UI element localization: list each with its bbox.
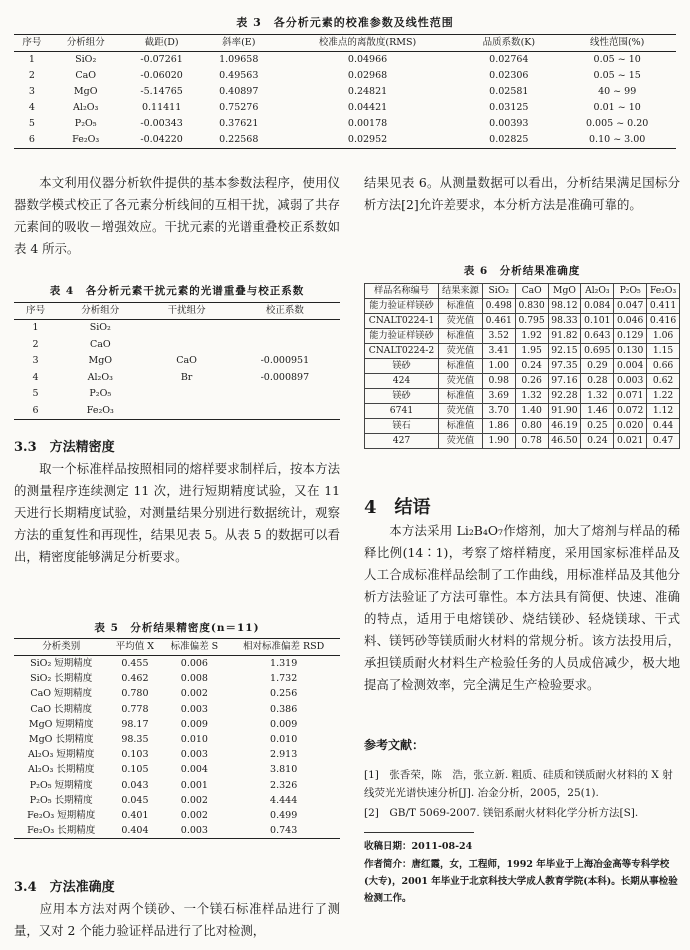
- table6-cell: 镁石: [365, 419, 439, 434]
- table6-cell: 0.24: [515, 359, 548, 374]
- table4-cell: -0.000951: [260, 355, 310, 366]
- table3-header-cell: 分析组分: [50, 35, 122, 52]
- table3-title: 表 3 各分析元素的校准参数及线性范围: [236, 16, 454, 29]
- table3-cell: 0.37621: [219, 118, 259, 129]
- table4-row: [14, 320, 340, 337]
- table3-cell: 0.02581: [489, 86, 529, 97]
- table5-cell: 0.002: [180, 794, 208, 806]
- received-date: 收稿日期：2011-08-24: [364, 841, 473, 852]
- table5-cell: 0.001: [180, 779, 208, 791]
- left-paragraph-1-text: 本文利用仪器分析软件提供的基本参数法程序，使用仪器数学模式校正了各元素分析线间的互相干扰，减弱了共存元素间的吸收－增强效应。干扰元素的光谱重叠校正系数如表 4 所示。: [14, 175, 340, 256]
- table3-cell: 0.00178: [347, 118, 388, 129]
- table3-cell: 0.01 ~ 10: [593, 102, 641, 113]
- table5-cell: 0.003: [180, 749, 208, 761]
- table6-row: [365, 374, 680, 389]
- table3-cell: -0.06020: [140, 70, 183, 81]
- table3-row: [14, 52, 676, 69]
- table5-row: [14, 656, 340, 672]
- section-3-3-heading: 3.3 方法精密度: [14, 440, 115, 455]
- table5-header-cell: 标准偏差 S: [161, 639, 227, 656]
- table6-row: [365, 389, 680, 404]
- table4-title: 表 4 各分析元素干扰元素的光谱重叠与校正系数: [49, 285, 305, 297]
- table5-cell: MgO 短期精度: [28, 718, 94, 730]
- table3-cell: 0.04966: [347, 54, 388, 65]
- table5-row: [14, 671, 340, 686]
- table6-cell: 标准值: [439, 419, 483, 434]
- table5-cell: 2.913: [270, 749, 298, 761]
- table3-cell: 0.03125: [489, 102, 529, 113]
- table6-cell: 0.80: [515, 419, 548, 434]
- table5-cell: 0.778: [121, 703, 149, 715]
- table3-cell: 2: [28, 70, 35, 81]
- table5-cell: Al₂O₃ 短期精度: [28, 749, 95, 761]
- table6-cell: 0.101: [581, 314, 614, 329]
- section-4-heading: 4 结语: [364, 497, 431, 518]
- table5-cell: 0.003: [180, 825, 208, 837]
- table5-cell: Fe₂O₃ 长期精度: [27, 825, 96, 837]
- section-3-4-body: 应用本方法对两个镁砂、一个镁石标准样品进行了测量，又对 2 个能力验证样品进行了比对检测，: [14, 901, 340, 938]
- table5-cell: 0.743: [270, 825, 298, 837]
- table6-cell: 0.003: [614, 374, 647, 389]
- table6-cell: 0.084: [581, 299, 614, 314]
- table6-cell: 1.86: [482, 419, 515, 434]
- table6-cell: 荧光值: [439, 374, 483, 389]
- table6-cell: 0.071: [614, 389, 647, 404]
- table5-cell: 98.35: [121, 734, 149, 746]
- table3-cell: -0.07261: [140, 54, 183, 65]
- table6-cell: 0.24: [581, 434, 614, 449]
- table5-cell: 0.103: [121, 749, 149, 761]
- right-paragraph-1: 结果见表 6。从测量数据可以看出，分析结果满足国标分析方法[2]允许差要求，本分析方法是准确可靠的。: [364, 175, 680, 212]
- table6-cell: 6741: [365, 404, 439, 419]
- table5-cell: 0.004: [180, 764, 208, 776]
- table6-cell: 3.52: [482, 329, 515, 344]
- section-3-3-body: 取一个标准样品按照相同的熔样要求制样后，按本方法的测量程序连续测定 11 次，进行短期精度试验，又在 11 天进行长期精度试验，对测量结果分别进行数据统计，观察方法的重复性和再现性，结果见表 5。从表 5 的数据可以看出，精密度能够满足分析要求。: [14, 461, 340, 564]
- table5-cell: 0.386: [270, 703, 298, 715]
- table6-cell: 1.12: [647, 404, 680, 419]
- table3-cell: 0.04421: [347, 102, 388, 113]
- table6-cell: 1.92: [515, 329, 548, 344]
- table4-cell: 1: [32, 322, 39, 333]
- table6-cell: 荧光值: [439, 344, 483, 359]
- table4-cell: 6: [32, 404, 39, 416]
- table3: [14, 34, 676, 149]
- table5-cell: 0.256: [270, 688, 298, 700]
- table6-cell: 0.695: [581, 344, 614, 359]
- table5-cell: CaO 短期精度: [30, 688, 93, 700]
- table3-row: [14, 132, 676, 149]
- table4-cell: P₂O₅: [89, 388, 112, 399]
- table3-cell: CaO: [75, 70, 97, 81]
- table3-cell: 0.05 ~ 15: [593, 70, 641, 81]
- table6-cell: 46.50: [548, 434, 581, 449]
- table6-row: [365, 344, 680, 359]
- table6-cell: 46.19: [548, 419, 581, 434]
- table6-row: [365, 419, 680, 434]
- table5-cell: Al₂O₃ 长期精度: [28, 764, 95, 776]
- table6-cell: 97.16: [548, 374, 581, 389]
- table6-row: [365, 359, 680, 374]
- table6-cell: 1.90: [482, 434, 515, 449]
- reference-2: [2] GB/T 5069-2007. 镁铝系耐火材料化学分析方法[S].: [364, 807, 639, 819]
- table3-cell: 1.09658: [219, 54, 259, 65]
- table4-cell: 5: [32, 388, 39, 399]
- table3-header-cell: 序号: [14, 35, 50, 52]
- table4-cell: [143, 320, 229, 337]
- table5-cell: 0.499: [270, 810, 298, 822]
- table6-cell: 0.072: [614, 404, 647, 419]
- table6-row: [365, 434, 680, 449]
- table3-cell: 6: [28, 134, 35, 145]
- table3-cell: -0.00343: [140, 118, 183, 129]
- table6-cell: 0.25: [581, 419, 614, 434]
- table5-cell: 0.002: [180, 688, 208, 700]
- table6-cell: 0.498: [482, 299, 515, 314]
- table3-cell: SiO₂: [75, 54, 97, 65]
- references-heading: 参考文献：: [364, 738, 425, 752]
- table4-row: [14, 337, 340, 354]
- table5-cell: 0.404: [121, 825, 149, 837]
- table5-cell: 1.732: [270, 673, 298, 685]
- table6-cell: 能力验证样镁砂: [365, 329, 439, 344]
- table6-cell: 标准值: [439, 329, 483, 344]
- table6-cell: 0.046: [614, 314, 647, 329]
- table5-cell: 0.006: [180, 658, 208, 669]
- table3-header-cell: 品质系数(K): [459, 35, 558, 52]
- table4-cell: Al₂O₃: [87, 371, 113, 383]
- table6-header-cell: Al₂O₃: [581, 284, 614, 299]
- table6-cell: 荧光值: [439, 434, 483, 449]
- table3-cell: MgO: [73, 86, 98, 97]
- table3-cell: 0.05 ~ 10: [593, 54, 641, 65]
- table3-row: [14, 116, 676, 132]
- table5-cell: MgO 长期精度: [28, 734, 94, 746]
- table5-row: [14, 747, 340, 762]
- table6-cell: 91.82: [548, 329, 581, 344]
- table4-cell: [230, 386, 340, 403]
- table5-cell: 0.105: [121, 764, 149, 776]
- table3-cell: 0.005 ~ 0.20: [585, 118, 649, 129]
- table3-header-cell: 校准点的离散度(RMS): [276, 35, 460, 52]
- table3-cell: 0.24821: [347, 86, 388, 97]
- table5-cell: 4.444: [270, 794, 298, 806]
- table6-cell: 1.00: [482, 359, 515, 374]
- table6-cell: 1.46: [581, 404, 614, 419]
- table6-cell: CNALT0224-1: [365, 314, 439, 329]
- table3-cell: 0.22568: [219, 134, 259, 145]
- table5-cell: 3.810: [270, 764, 298, 776]
- table5-cell: 2.326: [270, 779, 298, 791]
- table6-cell: 0.461: [482, 314, 515, 329]
- table3-cell: Fe₂O₃: [72, 134, 100, 145]
- table3-cell: 0.02764: [489, 54, 529, 65]
- author-bio: 作者简介：唐红霞，女，工程师，1992 年毕业于上海冶金高等专科学校(大专)，2001 年毕业于北京科技大学成人教育学院(本科)。长期从事检验检测工作。: [364, 859, 678, 904]
- table3-cell: 0.40897: [219, 86, 259, 97]
- section-3-4-text: [14, 898, 340, 942]
- table3-cell: 5: [28, 118, 35, 129]
- table3-cell: 0.02306: [489, 70, 529, 81]
- table6-cell: 0.130: [614, 344, 647, 359]
- table6-row: [365, 314, 680, 329]
- table4-cell: [143, 386, 229, 403]
- table6-cell: 1.06: [647, 329, 680, 344]
- table6-cell: 98.33: [548, 314, 581, 329]
- table5-cell: 98.17: [121, 718, 149, 730]
- table5-cell: 0.401: [121, 810, 149, 822]
- table3-cell: Al₂O₃: [73, 102, 99, 113]
- table4-header-cell: 分析组分: [57, 303, 143, 320]
- table3-cell: 0.10 ~ 3.00: [589, 134, 646, 145]
- table6-cell: 0.29: [581, 359, 614, 374]
- table5-cell: 0.009: [270, 718, 298, 730]
- table6-cell: 1.95: [515, 344, 548, 359]
- table3-cell: 3: [28, 86, 35, 97]
- table6-cell: 0.004: [614, 359, 647, 374]
- table6-cell: 1.15: [647, 344, 680, 359]
- table4-cell: 4: [32, 371, 39, 383]
- section-3-4-heading: 3.4 方法准确度: [14, 880, 115, 895]
- table6-cell: 0.411: [647, 299, 680, 314]
- table5-cell: Fe₂O₃ 短期精度: [27, 810, 96, 822]
- table6-cell: 427: [365, 434, 439, 449]
- table5-row: [14, 778, 340, 793]
- table6-cell: 91.90: [548, 404, 581, 419]
- table5-row: [14, 702, 340, 717]
- table3-cell: 0.02952: [347, 134, 388, 145]
- table6-cell: 标准值: [439, 389, 483, 404]
- table4: [14, 302, 340, 420]
- table5-cell: 0.009: [180, 718, 208, 730]
- table5-cell: 0.002: [180, 810, 208, 822]
- table5-header-cell: 相对标准偏差 RSD: [227, 639, 340, 656]
- table6-cell: 荧光值: [439, 404, 483, 419]
- table6-cell: 标准值: [439, 299, 483, 314]
- table6-header-cell: SiO₂: [482, 284, 515, 299]
- table4-cell: Br: [180, 371, 193, 383]
- table5-cell: 1.319: [270, 658, 298, 669]
- table3-row: [14, 100, 676, 116]
- table5-cell: 0.780: [121, 688, 149, 700]
- table6-cell: 0.129: [614, 329, 647, 344]
- table3-cell: 0.49563: [219, 70, 259, 81]
- table3-cell: 40 ~ 99: [598, 86, 637, 97]
- table6: [364, 283, 680, 449]
- table5-cell: 0.008: [180, 673, 208, 685]
- table6-header-cell: 结果来源: [439, 284, 483, 299]
- table4-header-cell: 校正系数: [230, 303, 340, 320]
- footnote-rule: [364, 832, 474, 833]
- table6-cell: 3.41: [482, 344, 515, 359]
- table6-header-cell: MgO: [548, 284, 581, 299]
- table4-cell: MgO: [88, 355, 113, 366]
- table4-cell: CaO: [89, 338, 111, 350]
- table3-row: [14, 84, 676, 100]
- table5-cell: 0.462: [121, 673, 149, 685]
- table6-cell: 0.47: [647, 434, 680, 449]
- table6-cell: 0.66: [647, 359, 680, 374]
- table6-cell: 0.44: [647, 419, 680, 434]
- table6-cell: 荧光值: [439, 314, 483, 329]
- table5-row: [14, 732, 340, 747]
- table5-row: [14, 808, 340, 823]
- table3-cell: 0.11411: [141, 102, 182, 113]
- table6-cell: 0.020: [614, 419, 647, 434]
- table6-cell: 424: [365, 374, 439, 389]
- table4-cell: 3: [32, 355, 39, 366]
- table6-cell: 1.22: [647, 389, 680, 404]
- table4-row: [14, 386, 340, 403]
- table4-cell: CaO: [176, 355, 197, 366]
- table4-cell: [230, 320, 340, 337]
- table4-cell: 2: [32, 338, 39, 350]
- table5-cell: 0.010: [270, 734, 298, 746]
- reference-1: [1] 张香荣，陈 浩，张立新. 粗质、硅质和镁质耐火材料的 X 射线荧光光谱快速分析[J]. 冶金分析，2005，25(1).: [364, 769, 673, 799]
- table3-cell: -0.04220: [140, 134, 183, 145]
- table4-header-cell: 干扰组分: [143, 303, 229, 320]
- table6-cell: 标准值: [439, 359, 483, 374]
- table6-cell: 能力验证样镁砂: [365, 299, 439, 314]
- table3-cell: 1: [28, 54, 35, 65]
- table6-cell: 0.047: [614, 299, 647, 314]
- table3-cell: 0.02968: [347, 70, 388, 81]
- table6-row: [365, 404, 680, 419]
- table5-row: [14, 686, 340, 701]
- table5-row: [14, 762, 340, 777]
- table6-cell: 0.78: [515, 434, 548, 449]
- table6-cell: 0.643: [581, 329, 614, 344]
- table5-cell: SiO₂ 长期精度: [30, 673, 93, 685]
- table6-cell: 3.69: [482, 389, 515, 404]
- table5-row: [14, 793, 340, 808]
- table6-cell: 0.795: [515, 314, 548, 329]
- table5-cell: 0.010: [180, 734, 208, 746]
- table6-cell: 镁砂: [365, 389, 439, 404]
- table4-cell: [230, 337, 340, 354]
- table3-header-cell: 斜率(E): [202, 35, 276, 52]
- table6-header-cell: P₂O₅: [614, 284, 647, 299]
- table3-cell: 0.00393: [489, 118, 529, 129]
- table6-cell: 97.35: [548, 359, 581, 374]
- table6-cell: 1.40: [515, 404, 548, 419]
- table5-header-cell: 平均值 X: [108, 639, 161, 656]
- table6-cell: 0.830: [515, 299, 548, 314]
- table5-cell: 0.003: [180, 703, 208, 715]
- table4-row: [14, 353, 340, 370]
- table5-cell: P₂O₅ 长期精度: [29, 794, 93, 806]
- section-4-text: [364, 520, 680, 696]
- table4-row: [14, 370, 340, 387]
- table5-cell: CaO 长期精度: [30, 703, 93, 715]
- table6-cell: 92.15: [548, 344, 581, 359]
- table3-cell: -5.14765: [140, 86, 183, 97]
- left-paragraph-1: [14, 172, 340, 260]
- table6-cell: 1.32: [581, 389, 614, 404]
- table4-header-cell: 序号: [14, 303, 57, 320]
- table6-cell: 92.28: [548, 389, 581, 404]
- table4-cell: [143, 403, 229, 420]
- section-4-body: 本方法采用 Li₂B₄O₇作熔剂，加大了熔剂与样品的稀释比例(14∶1)，考察了熔样精度，采用国家标准样品及人工合成标准样品绘制了工作曲线，用标准样品及其他分析方法验证了方法可靠性。本方法具有简便、快速、准确的特点，适用于电熔镁砂、烧结镁砂、轻烧镁球、干式料、镁钙砂等镁质耐火材料的常规分析。该方法投用后，承担镁质耐火材料生产检验任务的人员成倍减少，极大地提高了检测效率，完全满足生产检验要求。: [364, 523, 680, 692]
- table6-cell: 3.70: [482, 404, 515, 419]
- table6-row: [365, 299, 680, 314]
- table4-row: [14, 403, 340, 420]
- table4-cell: Fe₂O₃: [86, 404, 114, 416]
- table3-header-cell: 截距(D): [122, 35, 202, 52]
- table5-row: [14, 823, 340, 839]
- table6-title: 表 6 分析结果准确度: [463, 265, 581, 277]
- table6-header-cell: 样品名称编号: [365, 284, 439, 299]
- section-3-3-text: [14, 458, 340, 568]
- table4-cell: [230, 403, 340, 420]
- table3-row: [14, 68, 676, 84]
- table6-cell: CNALT0224-2: [365, 344, 439, 359]
- table6-cell: 0.28: [581, 374, 614, 389]
- table5-cell: SiO₂ 短期精度: [30, 658, 93, 669]
- table6-cell: 98.12: [548, 299, 581, 314]
- table6-cell: 镁砂: [365, 359, 439, 374]
- table3-cell: 4: [28, 102, 35, 113]
- table5: [14, 638, 340, 839]
- table6-cell: 0.62: [647, 374, 680, 389]
- table4-cell: [143, 337, 229, 354]
- table6-cell: 0.98: [482, 374, 515, 389]
- table5-row: [14, 717, 340, 732]
- table6-cell: 0.021: [614, 434, 647, 449]
- table4-cell: -0.000897: [260, 371, 310, 383]
- table3-cell: P₂O₅: [74, 118, 97, 129]
- table6-header-cell: CaO: [515, 284, 548, 299]
- table3-cell: 0.75276: [219, 102, 259, 113]
- table6-row: [365, 329, 680, 344]
- table4-cell: SiO₂: [89, 322, 111, 333]
- table5-header-cell: 分析类别: [14, 639, 108, 656]
- table5-cell: 0.455: [121, 658, 149, 669]
- table5-cell: P₂O₅ 短期精度: [29, 779, 93, 791]
- table5-cell: 0.045: [121, 794, 149, 806]
- table5-title: 表 5 分析结果精密度(n＝11): [94, 622, 260, 634]
- table5-cell: 0.043: [121, 779, 149, 791]
- table6-cell: 1.32: [515, 389, 548, 404]
- table3-header-cell: 线性范围(%): [558, 35, 676, 52]
- table3-cell: 0.02825: [489, 134, 529, 145]
- table6-header-cell: Fe₂O₃: [647, 284, 680, 299]
- table6-cell: 0.416: [647, 314, 680, 329]
- table6-cell: 0.26: [515, 374, 548, 389]
